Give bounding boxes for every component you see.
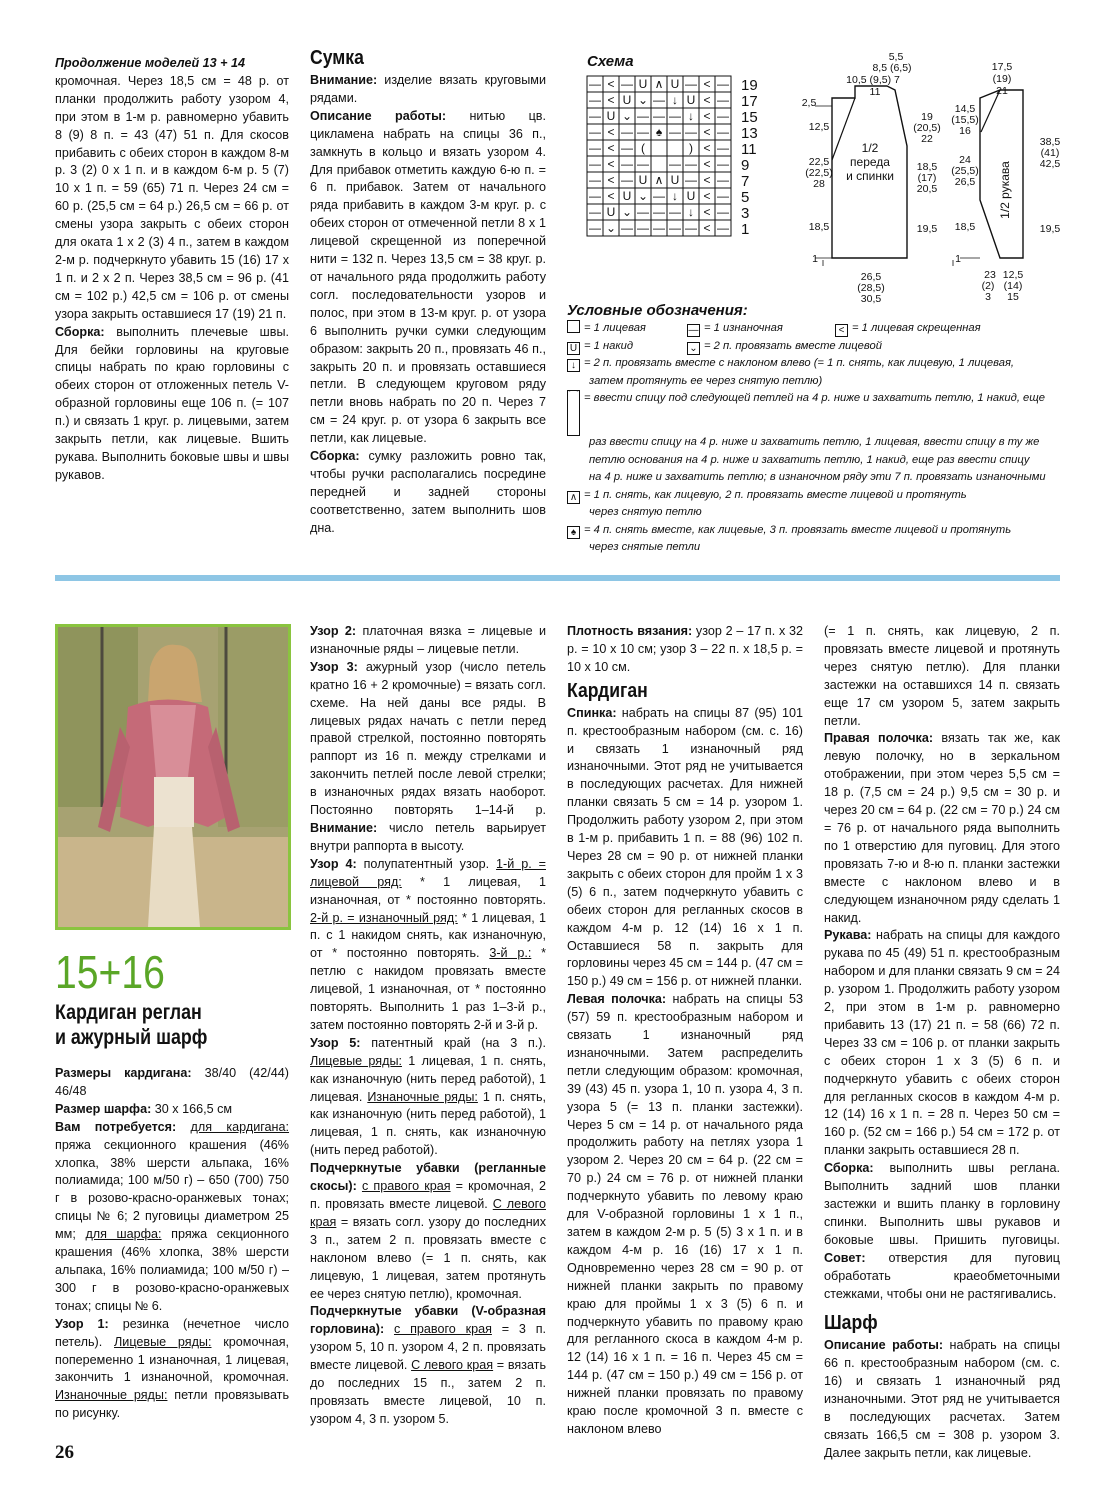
chart-symbol: — (589, 189, 601, 203)
pattern-5: Узор 5: патентный край (на 3 п.). Лицевые ряды: 1 лицевая, 1 п. снять, как изнаночную (нить перед работой), 1 лицевая. Изнаночные ряды: 1 п. снять, как изнаночную (нить перед работой), 1 лицевая, 1 п. снять, как изнаночную (нить перед работой). (310, 1035, 547, 1158)
chart-symbol: — (589, 77, 601, 91)
materials: Вам потребуется: для кардигана: пряжа секционного крашения (46% хлопка, 38% шерсти альпака, 16% полиамида; 100 м/50 г) – 650 (700) 750 г в розово-красно-оранжевых тонах; спицы № 6; 2 пуговицы диаметром 25 мм; для шарфа: пряжа секционного крашения (46% хлопка, 38% шерсти альпака, 16% полиамида; 100 м/50 г) – 300 г в розово-красно-оранжевых тонах; спицы № 6. (55, 1119, 290, 1313)
dim-text: 30,5 (860, 293, 882, 305)
dim-text: 26,5 (954, 176, 976, 188)
chart-symbol: < (703, 77, 711, 91)
dim-text: 11 (869, 86, 881, 98)
density: Плотность вязания: узор 2 – 17 п. х 32 р. = 10 х 10 см; узор 3 – 22 п. х 18,5 р. = 10 х 10 см. (567, 624, 804, 674)
legend-row: раз ввести спицу на 4 р. ниже и захватить петлю, 1 лицевая, ввести спицу в ту же (589, 436, 1040, 448)
chart-symbol: — (717, 205, 729, 219)
chart-symbol: — (637, 221, 649, 235)
chart-symbol: ⌄ (621, 205, 633, 219)
dim-text: (14) (1003, 280, 1023, 292)
legend-row: через снятые петли (589, 541, 701, 553)
sk2p-symbol: ∧ (567, 491, 580, 504)
pattern-3: Узор 3: ажурный узор (число петель кратно 16 + 2 кромочные) = вязать согл. схеме. На ней даны все ряды. В лицевых рядах начать с петли перед правой стрелкой, постоянно повторять раппорт из 16 п. между стрелками и закончить петлей после левой стрелки; в изнаночных рядах вязать наоборот. Постоянно повторять 1–14-й р. Внимание: число петель варьирует внутри раппорта в высоту. (310, 659, 547, 853)
chart-symbol: U (638, 77, 648, 91)
front-label: и спинки (846, 169, 894, 183)
chart-symbol: — (653, 189, 665, 203)
page-number: 26 (55, 1442, 74, 1463)
dim-text: 10,5 (9,5) 7 (846, 74, 900, 86)
chart-symbol: < (703, 157, 711, 171)
chart-symbol: < (703, 189, 711, 203)
knit-symbol (567, 320, 580, 333)
chart-symbol: — (653, 109, 665, 123)
model-photo (55, 624, 291, 930)
section-divider (55, 575, 1060, 581)
chart-row-number: 1 (741, 221, 750, 238)
bag-attention: Внимание: изделие вязать круговыми рядами. (310, 73, 546, 105)
yarn-over-symbol: U (567, 342, 580, 355)
chart-symbol: — (669, 157, 681, 171)
chart-symbol: U (638, 173, 648, 187)
dim-text: 26,5 (860, 271, 882, 283)
materials-column (55, 1065, 289, 1423)
chart-symbol: — (589, 157, 601, 171)
bag-title: Сумка (310, 47, 364, 69)
chart-symbol: — (621, 141, 633, 155)
chart-symbol: < (703, 93, 711, 107)
chart-symbol: < (703, 109, 711, 123)
chart-symbol: < (703, 221, 711, 235)
continuation-text: кромочная. Через 18,5 см = 48 р. от планки продолжить работу узором 4, при этом в 1-м р. равномерно убавить 8 (9) 8 п. = 43 (47) 51 п. Для скосов прибавить с обеих сторон в каждом 8-м р. 3 (2) 0 х 1 п. и в каждом 6-м р. 5 (7) 10 х 1 п. = 59 (65) 71 п. Через 24 см = 60 р. (25,5 см = 64 р.) 26,5 см = 66 р. от смены узора закрыть с обеих сторон для оката 1 х 2 (3) 4 п., затем в каждом 2-м р. подчеркнуто убавить 15 (16) 17 х 1 п. и 2 х 2 п. Через 38,5 см = 96 р. (41 см = 102 р.) 42,5 см = 106 р. от смены узора закрыть оставшиеся 17 (19) 21 п. (55, 73, 289, 321)
dim-text: 19,5 (916, 223, 938, 235)
chart-symbol: — (669, 221, 681, 235)
dim-text: 19,5 (1039, 223, 1061, 235)
front-label: переда (850, 155, 890, 169)
dim-text: 18,5 (916, 161, 938, 173)
continuation-column (55, 55, 289, 485)
legend-row: через снятую петлю (589, 506, 702, 518)
back-piece: Спинка: набрать на спицы 87 (95) 101 п. крестообразным набором (см. с. 16) и связать 1 изнаночный ряд изнаночными. Этот ряд не учитывается в последующих расчетах. Для нижней планки связать 5 см = 14 р. узором 1. Продолжить работу узором 2, при этом в 1-м р. прибавить 1 п. = 88 (96) 102 п. Через 28 см = 90 р. от нижней планки закрыть с обеих сторон для пройм 1 х 3 (5) 6 п., затем подчеркнуто убавить с обеих сторон для регланных скосов в каждом 4-м р. 12 (14) 16 х 1 п. Оставшиеся 58 п. закрыть для горловины через 45 см = 144 р. (47 см = 150 р.) 49 см = 156 р. от нижней планки. (567, 705, 803, 989)
left-front-cont: (= 1 п. снять, как лицевую, 2 п. провязать вместе лицевой и протянуть через снятую петлю). Для планки застежки на оставшихся 14 п. связать еще 17 см узором 5, затем закрыть петли. (824, 624, 1060, 728)
chart-row-number: 3 (741, 205, 750, 222)
dim-text: 19 (921, 111, 933, 123)
chart-symbol: — (717, 141, 729, 155)
legend-row: ♠ = 4 п. снять вместе, как лицевые, 3 п. провязать вместе лицевой и протянуть (567, 522, 1047, 540)
chart-symbol: ↓ (688, 205, 694, 219)
legend-row: ⌒ = ввести спицу под следующей петлей на 4 р. ниже и захватить петлю, 1 накид, еще (567, 390, 1047, 436)
dim-text: (17) (917, 172, 937, 184)
dim-text: (22,5) (805, 167, 833, 179)
dim-text: 2,5 (801, 97, 817, 109)
scheme-title: Схема (587, 53, 634, 70)
dim-text: 1 (812, 253, 818, 265)
cluster-symbol: ⌒ (567, 390, 580, 436)
dim-text: 16 (959, 125, 971, 137)
dim-text: (20,5) (913, 122, 941, 134)
dim-text: 18,5 (808, 221, 830, 233)
chart-symbol: — (685, 125, 697, 139)
bag-assembly: Сборка: сумку разложить ровно так, чтобы ручки располагались посредине передней и задней стороны соответственно, затем выполнить шов дна. (310, 449, 547, 535)
chart-symbol: U (606, 205, 616, 219)
assembly-text: Сборка: выполнить плечевые швы. Для бейки горловины на круговые спицы набрать по краю горловины с обеих сторон от отложенных петель V-образной горловины еще 106 п. (= 107 п.) и связать 1 круг. р. лицевыми, затем закрыть петли, как лицевые. Вшить рукава. Выполнить боковые швы и швы рукавов. (55, 324, 289, 482)
pattern-schematic (795, 50, 1065, 310)
bag-column (310, 46, 546, 538)
dim-text: (2) (981, 280, 995, 292)
chart-symbol: — (685, 173, 697, 187)
chart-symbol: — (621, 157, 633, 171)
dim-text: (19) (992, 73, 1012, 85)
chart-symbol: — (621, 125, 633, 139)
cardigan-assembly: Сборка: выполнить швы реглана. Выполнить задний шов планки застежки и вшить планку в горловину спинки. Выполнить швы рукавов и боковые швы. Пришить пуговицы. Совет: отверстия для пуговиц обработать краеобметочными стежками, чтобы они не растягивались. (824, 1161, 1061, 1301)
chart-symbol: — (637, 157, 649, 171)
legend-row: затем протянуть ее через снятую петлю) (589, 374, 823, 387)
chart-symbol: ↓ (672, 189, 678, 203)
legend-row: ↓ = 2 п. провязать вместе с наклоном влево (= 1 п. снять, как лицевую, 1 лицевая, (567, 355, 1047, 373)
dim-text: (41) (1040, 147, 1060, 159)
dim-text: 22 (921, 133, 933, 145)
chart-symbol: — (589, 93, 601, 107)
dim-text: 24 (959, 154, 971, 166)
dim-text: (15,5) (951, 114, 979, 126)
chart-symbol: — (637, 109, 649, 123)
chart-row-number: 5 (741, 189, 750, 206)
scarf-instructions: Описание работы: набрать на спицы 66 п. крестообразным набором (см. с. 16) и связать 1 изнаночный ряд изнаночными. Этот ряд не учитывается в последующих расчетах. Затем связать 166,5 см = 308 р. узором 3. Далее закрыть петли, как лицевые. (824, 1338, 1060, 1460)
decreases-raglan: Подчеркнутые убавки (регланные скосы): с правого края = кромочная, 2 п. провязать вместе лицевой. С левого края = вязать согл. узору до последних 3 п., затем 2 п. провязать вместе с наклоном влево (= 1 п. снять, как лицевую, 1 лицевая, затем протянуть ее через снятую петлю), кромочная. (310, 1161, 547, 1301)
chart-symbol: ( (641, 141, 645, 155)
chart-symbol: < (703, 173, 711, 187)
dim-text: 14,5 (954, 103, 976, 115)
chart-symbol: — (717, 189, 729, 203)
chart-symbol: — (685, 77, 697, 91)
chart-symbol: < (607, 173, 615, 187)
dim-text: 18,5 (954, 221, 976, 233)
chart-symbol: — (669, 125, 681, 139)
chart-symbol: — (685, 157, 697, 171)
chart-symbol: — (653, 93, 665, 107)
chart-symbol: — (717, 157, 729, 171)
chart-symbol: ∧ (654, 173, 664, 187)
bag-description: Описание работы: нитью цв. цикламена набрать на спицы 36 п., замкнуть в кольцо и вязать узором 4. Для прибавок отметить каждую 6-ю п. = 6 п. прибавок. Затем от начального ряда прибавить в каждом 3-м круг. р. с обеих сторон от отмеченной петли 8 х 1 лицевой скрещенной из поперечной нити = 132 п. Через 13,5 см = 38 круг. р. от начального ряда продолжить работу согл. последовательности узоров и полос, при этом в 13-м круг. р. от узора 6 выполнить ручки сумки следующим образом: закрыть 20 п., провязать 46 п., закрыть 20 п. и провязать оставшиеся петли. В следующем круговом ряду петли вновь набрать по 20 п. Через 7 см = 24 круг. р. от узора 6 закрыть все петли, как лицевые. (310, 108, 546, 446)
legend-row: петлю основания на 4 р. ниже и захватить петлю, 1 накид, еще раз ввести спицу (589, 453, 1030, 466)
dim-text: (28,5) (857, 282, 885, 294)
chart-symbol: U (606, 109, 616, 123)
chart-symbol: < (607, 189, 615, 203)
chart-symbol: — (717, 173, 729, 187)
chart-cell (667, 140, 683, 156)
chart-symbol: ↓ (688, 109, 694, 123)
dim-text: 8,5 (6,5) (872, 62, 912, 74)
chart-symbol: < (607, 125, 615, 139)
chart-symbol: — (685, 221, 697, 235)
legend (567, 320, 1047, 557)
chart-symbol: U (686, 93, 696, 107)
chart-symbol: — (717, 221, 729, 235)
dim-text: 1 (955, 253, 961, 265)
left-front: Левая полочка: набрать на спицы 53 (57) 59 п. крестообразным набором и связать 1 изнаночный ряд изнаночными. Затем распределить петли следующим образом: кромочная, 39 (43) 45 п. узора 1, 10 п. узора 4, 3 п. узора 5 (= 13 п. планки застежки). Через 5 см = 14 р. от начального ряда продолжить работу на петлях узора 1 узором 2. Через 20 см = 64 р. (22 см = 70 р.) 24 см = 76 р. от нижней планки подчеркнуто убавить по левому краю для V-образной горловины 1 х 1 п., затем в каждом 2-м р. 5 (5) 3 х 1 п. и в каждом 4-м р. 16 (16) 17 х 1 п. Одновременно через 28 см = 90 р. от нижней планки закрыть по правому краю для проймы 1 х 3 (5) 6 п. и подчеркнуто убавить по правому краю для регланного скоса в каждом 4-м р. 12 (14) 16 х 1 п. = 16 п. Через 45 см = 144 р. (47 см = 150 р.) 49 см = 156 р. от нижней планки провязать по правому краю после кромочной 3 п. вместе с наклоном влево (567, 992, 804, 1436)
pattern-1: Узор 1: резинка (нечетное число петель). Лицевые ряды: кромочная, попеременно 1 изнаночная, 1 лицевая, закончить 1 изнаночной, кромочная. Изнаночные ряды: петли провязывать по рисунку. (55, 1316, 290, 1421)
chart-symbol: ♠ (655, 125, 663, 139)
dim-text: 22,5 (808, 156, 830, 168)
right-front: Правая полочка: вязать так же, как левую полочку, но в зеркальном отображении, при этом через 5,5 см = 18 р. (7,5 см = 24 р.) 9,5 см = 30 р. и через 20 см = 64 р. (22 см = 70 р.) 24 см = 76 р. от начального ряда выполнить по 1 отверстию для пуговиц. Для этого провязать 7-ю и 8-ю п. планки застежки вместе с наклоном влево и в следующем изнаночном ряду сделать 1 накид. (824, 731, 1061, 925)
chart-row-number: 7 (741, 173, 750, 190)
legend-row: = 1 лицевая — = 1 изнаночная < = 1 лицевая скрещенная (567, 320, 1047, 338)
stitch-chart (585, 74, 765, 240)
chart-row-number: 9 (741, 157, 750, 174)
legend-row: на 4 р. ниже и захватить петлю; в изнаночном ряду эти 7 п. провязать изнаночными (589, 471, 1046, 483)
chart-symbol: < (607, 141, 615, 155)
chart-symbol: — (669, 109, 681, 123)
dim-text: 5,5 (888, 51, 904, 63)
chart-symbol: ↓ (672, 93, 678, 107)
chart-symbol: — (717, 93, 729, 107)
sleeve-label: 1/2 рукава (998, 161, 1012, 219)
chart-symbol: U (670, 173, 680, 187)
chart-symbol: — (717, 77, 729, 91)
chart-symbol: — (589, 221, 601, 235)
dim-text: 42,5 (1039, 158, 1061, 170)
chart-symbol: — (637, 205, 649, 219)
pattern-4: Узор 4: полупатентный узор. 1-й р. = лицевой ряд: * 1 лицевая, 1 изнаночная, от * постоянно повторять. 2-й р. = изнаночный ряд: * 1 лицевая, 1 п. с 1 накидом снять, как изнаночную, от * постоянно повторять. 3-й р.: * петлю с накидом провязать вместе лицевой, 1 изнаночная, от * постоянно повторять. Выполнить 1 раз 1–3-й р., затем постоянно повторять 2-й и 3-й р. (310, 856, 546, 1032)
dim-text: 12,5 (808, 121, 830, 133)
purl-symbol: — (688, 325, 699, 336)
chart-symbol: ∧ (654, 77, 664, 91)
ssk-symbol: ↓ (567, 359, 580, 372)
model-number: 15+16 (55, 946, 165, 998)
dim-text: 21 (996, 85, 1008, 97)
chart-symbol: U (670, 77, 680, 91)
chart-row-number: 17 (741, 93, 758, 110)
chart-symbol: — (653, 205, 665, 219)
chart-symbol: < (607, 77, 615, 91)
dim-text: 28 (813, 178, 825, 190)
dim-text: 23 (984, 269, 996, 281)
sizes: Размеры кардигана: 38/40 (42/44) 46/48 (55, 1066, 289, 1098)
dim-text: 17,5 (991, 61, 1013, 73)
dim-text: 20,5 (916, 183, 938, 195)
chart-symbol: — (589, 109, 601, 123)
legend-row: ∧ = 1 п. снять, как лицевую, 2 п. провязать вместе лицевой и протянуть (567, 487, 1047, 505)
chart-row-number: 19 (741, 77, 758, 94)
pattern-2: Узор 2: платочная вязка = лицевые и изнаночные ряды – лицевые петли. (310, 624, 546, 656)
chart-symbol: < (703, 125, 711, 139)
chart-row-number: 15 (741, 109, 758, 126)
chart-symbol: — (637, 125, 649, 139)
chart-symbol: — (621, 77, 633, 91)
chart-symbol: — (589, 141, 601, 155)
chart-symbol: ⌄ (637, 93, 649, 107)
decreases-neck: Подчеркнутые убавки (V-образная горловина): с правого края = 3 п. узором 5, 10 п. узором 4, 2 п. провязать вместе лицевой. С левого края = вязать до последних 15 п., затем 2 п. провязать вместе лицевой, 10 п. узором 4, 3 п. узором 5. (310, 1304, 547, 1426)
chart-symbol: U (686, 189, 696, 203)
chart-row-number: 13 (741, 125, 758, 142)
model-title: Кардиган реглан и ажурный шарф (55, 1001, 208, 1049)
scarf-size: Размер шарфа: 30 х 166,5 см (55, 1101, 233, 1116)
scarf-title: Шарф (824, 1312, 878, 1335)
chart-symbol: — (621, 221, 633, 235)
patterns-column (310, 623, 546, 1429)
cardigan-title: Кардиган (567, 679, 648, 702)
finishing-column (824, 623, 1060, 1463)
chart-symbol: — (621, 173, 633, 187)
chart-symbol: — (669, 205, 681, 219)
chart-cell (651, 156, 667, 172)
chart-symbol: < (703, 141, 711, 155)
dim-text: 3 (985, 291, 991, 303)
dim-text: 15 (1007, 291, 1019, 303)
woman-cardigan-illustration (58, 627, 288, 927)
chart-symbol: — (653, 221, 665, 235)
seven-dec-symbol: ♠ (567, 526, 580, 539)
legend-title: Условные обозначения: (567, 302, 748, 319)
chart-symbol: — (589, 125, 601, 139)
dim-text: 38,5 (1039, 136, 1061, 148)
chart-symbol: U (622, 93, 632, 107)
chart-symbol: ⌄ (621, 109, 633, 123)
k2tog-symbol: ⌄ (687, 342, 700, 355)
chart-symbol: ) (689, 141, 693, 155)
legend-row: U = 1 накид ⌄ = 2 п. провязать вместе лицевой (567, 338, 1047, 356)
chart-symbol: ⌄ (605, 221, 617, 235)
chart-cell (651, 140, 667, 156)
chart-symbol: — (589, 173, 601, 187)
dim-text: 12,5 (1002, 269, 1024, 281)
chart-symbol: < (703, 205, 711, 219)
front-label: 1/2 (861, 141, 879, 155)
crossed-knit-symbol: < (835, 324, 848, 337)
dim-text: (25,5) (951, 165, 979, 177)
chart-symbol: — (589, 205, 601, 219)
continuation-title: Продолжение моделей 13 + 14 (55, 56, 246, 70)
chart-symbol: < (607, 157, 615, 171)
chart-symbol: — (717, 125, 729, 139)
cardigan-column (567, 623, 803, 1439)
chart-symbol: ⌄ (637, 189, 649, 203)
chart-symbol: < (607, 93, 615, 107)
chart-symbol: U (622, 189, 632, 203)
sleeves: Рукава: набрать на спицы для каждого рукава по 45 (49) 51 п. крестообразным набором и для планки связать 9 см = 24 р. узором 1. Продолжить работу узором 2, при этом в 1-м р. равномерно прибавить 13 (17) 21 п. = 58 (66) 72 п. Через 33 см = 106 р. от планки закрыть с обеих сторон 1 х 3 (5) 6 п. и подчеркнуто убавить с обеих сторон для регланных скосов в каждом 4-м р. 12 (14) 16 х 1 п. = 28 п. Через 50 см = 160 р. (52 см = 166 р.) 54 см = 172 р. от планки закрыть оставшиеся 28 п. (824, 928, 1060, 1158)
chart-symbol: — (717, 109, 729, 123)
chart-row-number: 11 (741, 141, 757, 158)
